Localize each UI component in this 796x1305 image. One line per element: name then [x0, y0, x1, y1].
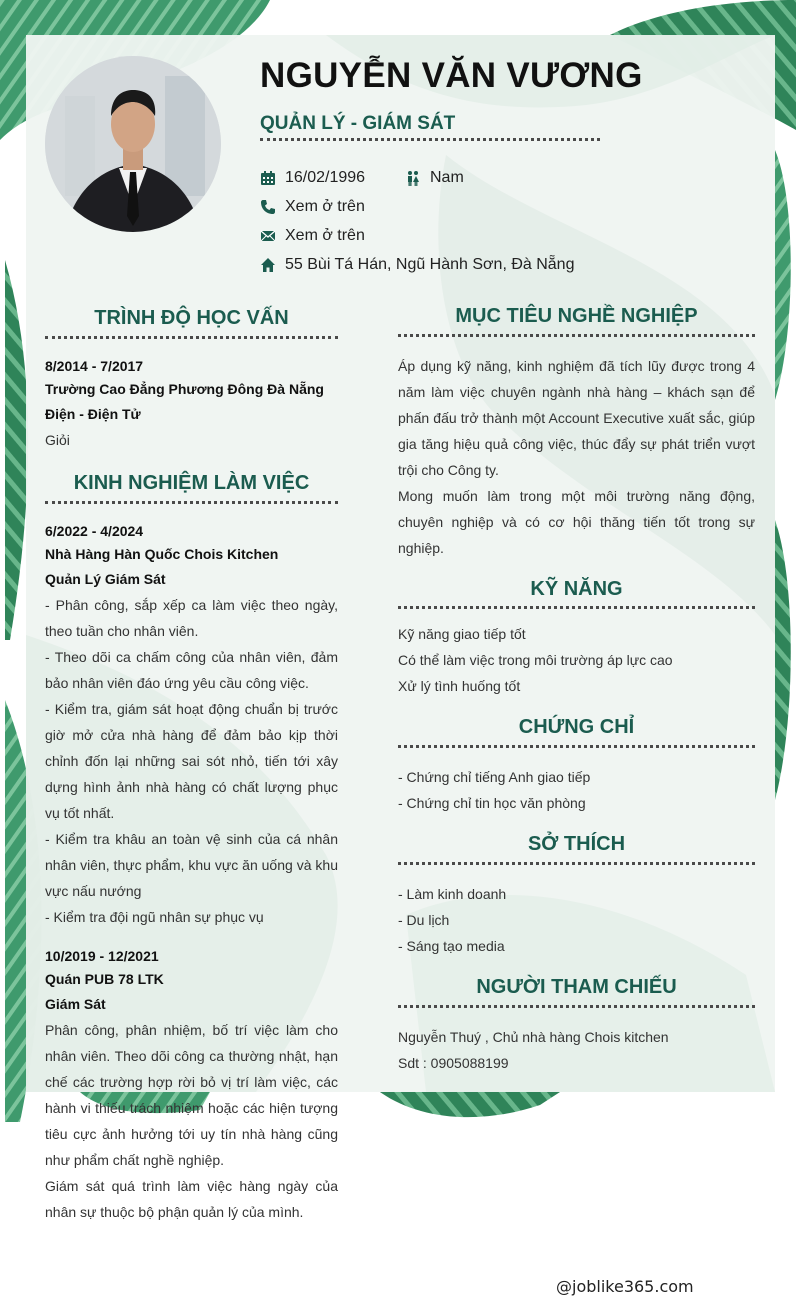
certificates-heading: CHỨNG CHỈ [518, 716, 635, 738]
job-position: Quản Lý Giám Sát [45, 571, 166, 587]
calendar-icon [260, 170, 276, 186]
job-detail: - Kiểm tra khâu an toàn vệ sinh của cá nhân nhân viên, thực phẩm, khu vực ăn uống và khu vực nấu nướng [45, 831, 338, 899]
skill-item: Kỹ năng giao tiếp tốt [398, 626, 526, 642]
job-detail: - Phân công, sắp xếp ca làm việc theo ngày, theo tuần cho nhân viên. [45, 597, 338, 639]
job-company: Quán PUB 78 LTK [45, 971, 164, 987]
job-detail: - Kiểm tra, giám sát hoạt động chuẩn bị trước giờ mở cửa nhà hàng để đảm bảo kịp thời chỉnh đốn lại những sai sót nhỏ, tiến tới xây dựng hình ảnh nhà hàng có chất lượng phục vụ tốt nhất. [45, 701, 338, 821]
certificates-divider [398, 745, 755, 748]
objective-divider [398, 334, 755, 337]
phone-icon [260, 199, 276, 215]
birthdate-row [260, 167, 365, 189]
education-school: Trường Cao Đẳng Phương Đông Đà Nẵng [45, 381, 324, 397]
education-period: 8/2014 - 7/2017 [45, 358, 144, 374]
job-2 [45, 946, 338, 1225]
reference-item: Sdt : 0905088199 [398, 1055, 509, 1071]
phone-value: Xem ở trên [285, 198, 365, 215]
gender-icon [405, 170, 421, 186]
job-1 [45, 521, 338, 930]
education-heading: TRÌNH ĐỘ HỌC VẤN [94, 307, 289, 329]
objective-paragraph: Mong muốn làm trong một môi trường năng động, chuyên nghiệp và có cơ hội thăng tiến tốt trong sự nghiệp. [398, 488, 755, 556]
job-position: Giám Sát [45, 996, 106, 1012]
skills-heading: KỸ NĂNG [530, 578, 623, 600]
certificates-section [398, 764, 755, 816]
hobby-item: - Làm kinh doanh [398, 886, 507, 902]
email-row [260, 225, 365, 247]
job-detail: Phân công, phân nhiệm, bố trí việc làm cho nhân viên. Theo dõi công ca thường nhật, hạn chế các trường hợp rời bỏ vị trí làm việc, các hành vi thiếu trách nhiệm hoặc các hiện tượng tiêu cực ảnh hưởng tới uy tín nhà hàng cũng như phẩm chất nghề nghiệp. [45, 1022, 338, 1168]
address-row [260, 254, 574, 276]
phone-row [260, 196, 365, 218]
hobby-item: - Sáng tạo media [398, 938, 505, 954]
certificate-item: - Chứng chỉ tin học văn phòng [398, 795, 586, 811]
email-value: Xem ở trên [285, 227, 365, 244]
references-divider [398, 1005, 755, 1008]
objective-paragraph: Áp dụng kỹ năng, kinh nghiệm đã tích lũy được trong 4 năm làm việc chuyên ngành nhà hàng – khách sạn để phấn đấu trở thành một Account Executive xuất sắc, giúp gia tăng hiệu quả công việc, thúc đẩy sự phát triển vượt trội cho Công ty. [398, 358, 755, 478]
skills-section [398, 621, 755, 699]
watermark: @joblike365.com [556, 1277, 694, 1296]
job-company: Nhà Hàng Hàn Quốc Chois Kitchen [45, 546, 279, 562]
gender-row [405, 167, 464, 189]
candidate-name: NGUYỄN VĂN VƯƠNG [260, 56, 643, 95]
reference-item: Nguyễn Thuý , Chủ nhà hàng Chois kitchen [398, 1029, 669, 1045]
job-detail: - Kiểm tra đội ngũ nhân sự phục vụ [45, 909, 264, 925]
skill-item: Có thể làm việc trong môi trường áp lực cao [398, 652, 673, 668]
home-icon [260, 257, 276, 273]
experience-divider [45, 501, 338, 504]
skills-divider [398, 606, 755, 609]
hobbies-section [398, 881, 755, 959]
hobby-item: - Du lịch [398, 912, 450, 928]
education-section [45, 356, 338, 453]
certificate-item: - Chứng chỉ tiếng Anh giao tiếp [398, 769, 591, 785]
job-period: 6/2022 - 4/2024 [45, 523, 144, 539]
address-value: 55 Bùi Tá Hán, Ngũ Hành Sơn, Đà Nẵng [285, 256, 575, 273]
experience-heading: KINH NGHIỆM LÀM VIỆC [73, 472, 310, 494]
job-detail: Giám sát quá trình làm việc hàng ngày của nhân sự thuộc bộ phận quản lý của mình. [45, 1178, 338, 1220]
objective-section [398, 353, 755, 561]
title-divider [260, 138, 600, 141]
objective-heading: MỤC TIÊU NGHỀ NGHIỆP [455, 305, 698, 327]
education-major: Điện - Điện Tử [45, 406, 141, 422]
education-grade: Giỏi [45, 432, 70, 448]
job-title: QUẢN LÝ - GIÁM SÁT [260, 113, 456, 134]
hobbies-heading: SỞ THÍCH [527, 833, 626, 855]
avatar [45, 56, 221, 232]
birthdate-value: 16/02/1996 [285, 169, 366, 186]
gender-value: Nam [430, 169, 464, 186]
references-heading: NGƯỜI THAM CHIẾU [476, 976, 677, 998]
education-divider [45, 336, 338, 339]
job-period: 10/2019 - 12/2021 [45, 948, 159, 964]
skill-item: Xử lý tình huống tốt [398, 678, 521, 694]
mail-icon [260, 228, 276, 244]
hobbies-divider [398, 862, 755, 865]
job-detail: - Theo dõi ca chấm công của nhân viên, đảm bảo nhân viên đáo ứng yêu cầu công việc. [45, 649, 338, 691]
references-section [398, 1024, 755, 1076]
